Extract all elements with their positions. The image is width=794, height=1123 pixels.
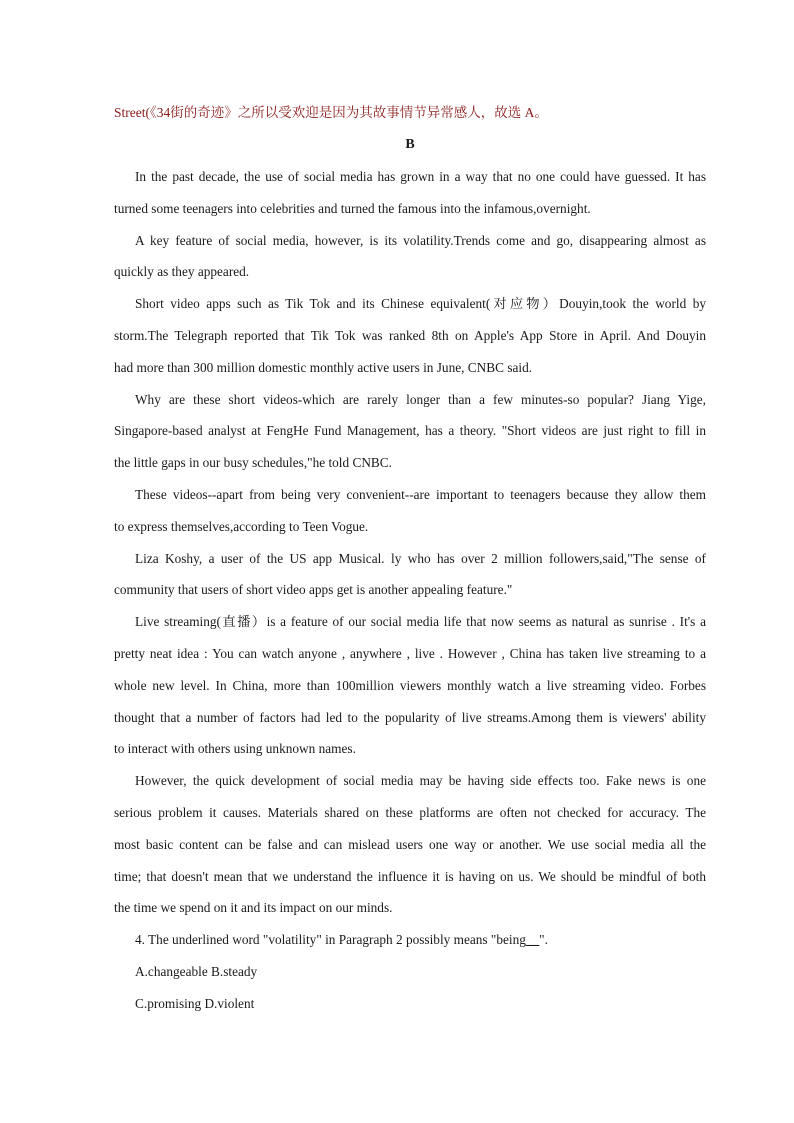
paragraph [114, 765, 706, 924]
paragraph-line: the little gaps in our busy schedules,"he told CNBC. [114, 455, 392, 471]
paragraph-line: Singapore-based analyst at FengHe Fund Management, has a theory. "Short videos are just right to fill in [114, 423, 706, 439]
question-suffix: ". [539, 932, 548, 948]
paragraph-line: to express themselves,according to Teen Vogue. [114, 518, 369, 534]
paragraph [114, 606, 706, 765]
paragraph-line: community that users of short video apps get is another appealing feature." [114, 582, 513, 598]
paragraph-line: thought that a number of factors had led to the popularity of live streams.Among them is viewers' ability [114, 709, 706, 725]
paragraph-line: quickly as they appeared. [114, 264, 250, 280]
paragraph [114, 384, 706, 479]
paragraph-line: to interact with others using unknown names. [114, 741, 356, 757]
paragraph-line: had more than 300 million domestic monthly active users in June, CNBC said. [114, 359, 533, 375]
document-page [114, 97, 706, 1020]
paragraph-line: turned some teenagers into celebrities and turned the famous into the infamous,overnight. [114, 200, 591, 216]
paragraph-line: Short video apps such as Tik Tok and its Chinese equivalent(对应物）Douyin,took the world by [135, 296, 706, 312]
paragraph-line: Why are these short videos-which are rarely longer than a few minutes-so popular? Jiang Yige, [135, 391, 706, 407]
paragraph-line: whole new level. In China, more than 100million viewers monthly watch a live streaming video. Forbes [114, 677, 706, 693]
paragraph-line: Liza Koshy, a user of the US app Musical. ly who has over 2 million followers,said,"The sense of [135, 550, 706, 566]
paragraph [114, 225, 706, 289]
paragraph-line: most basic content can be false and can mislead users one way or another. We use social media all the [114, 836, 706, 852]
paragraph [114, 543, 706, 607]
answer-blank: __ [525, 932, 540, 948]
paragraph [114, 288, 706, 383]
paragraph-line: time; that doesn't mean that we understand the influence it is having on us. We should be mindful of both [114, 868, 706, 884]
paragraph-line: serious problem it causes. Materials shared on these platforms are often not checked for accuracy. The [114, 804, 706, 820]
paragraph-line: In the past decade, the use of social media has grown in a way that no one could have guessed. It has [135, 169, 706, 184]
paragraph-line: A key feature of social media, however, is its volatility.Trends come and go, disappearing almost as [135, 232, 706, 248]
paragraph-line: However, the quick development of social media may be having side effects too. Fake news is one [135, 773, 706, 789]
paragraph-line: Live streaming(直播）is a feature of our social media life that now seems as natural as sunrise . It's a [135, 614, 706, 630]
options-row-2: C.promising D.violent [135, 995, 255, 1011]
paragraph-line: storm.The Telegraph reported that Tik Tok was ranked 8th on Apple's App Store in April. And Douyin [114, 327, 706, 343]
question-stem [114, 924, 706, 956]
passage [114, 161, 706, 924]
paragraph [114, 479, 706, 543]
paragraph-line: pretty neat idea : You can watch anyone , anywhere , live . However , China has taken live streaming to a [114, 645, 706, 661]
paragraph-line: These videos--apart from being very convenient--are important to teenagers because they allow them [135, 486, 706, 502]
answer-explanation: Street(《34街的奇迹》之所以受欢迎是因为其故事情节异常感人，故选 A。 [114, 105, 548, 120]
paragraph [114, 161, 706, 225]
options-row-1: A.changeable B.steady [135, 963, 258, 979]
question-prefix: 4. The underlined word "volatility" in Paragraph 2 possibly means "being [135, 932, 526, 948]
section-heading: B [405, 137, 415, 152]
paragraph-line: the time we spend on it and its impact on our minds. [114, 900, 393, 916]
